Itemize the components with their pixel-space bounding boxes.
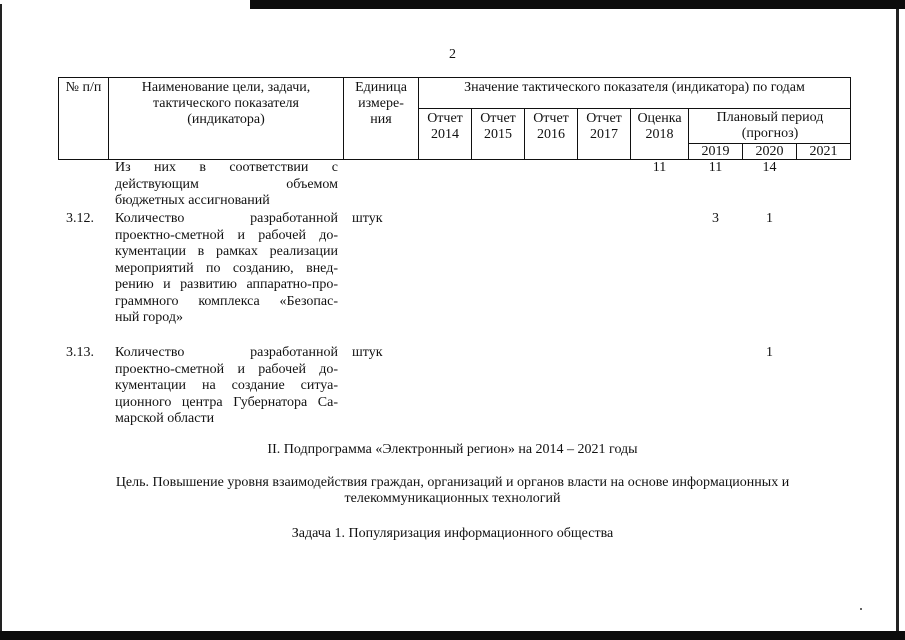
header-year-2017: Отчет 2017 [586, 111, 622, 142]
subprogram-title: II. Подпрограмма «Электронный регион» на 2014 – 2021 годы [267, 442, 638, 457]
scan-border-bottom [0, 631, 905, 640]
scan-border-top [250, 0, 905, 9]
row-value-2019: 11 [708, 160, 723, 175]
header-name: Наименование цели, задачи, тактического показателя (индикатора) [141, 80, 311, 127]
row-number: 3.12. [66, 211, 94, 226]
row-unit: штук [352, 345, 383, 360]
row-value-2020: 1 [766, 345, 773, 360]
row-name: Количество разработанной проектно-сметной и рабочей до- кументации в рамках реализации мероприятий по созданию, внед- рению и развитию аппаратно-про- граммного комплекса «Безопас- ный город» [115, 211, 338, 325]
page-number: 2 [449, 47, 456, 62]
scan-speck [860, 608, 862, 610]
header-values-group: Значение тактического показателя (индикатора) по годам [464, 80, 805, 95]
row-unit: штук [352, 211, 383, 226]
goal-text: Цель. Повышение уровня взаимодействия граждан, организаций и органов власти на основе информационных и телекоммуникационных технологий [115, 475, 790, 506]
header-plan-period: Плановый период (прогноз) [716, 110, 824, 141]
header-year-2016: Отчет 2016 [533, 111, 569, 142]
header-plan-2020: 2020 [755, 144, 784, 159]
header-plan-2021: 2021 [809, 144, 838, 159]
row-name: Количество разработанной проектно-сметной и рабочей до- кументации на создание ситуа- ционного центра Губернатора Са- марской области [115, 345, 338, 426]
row-value-2020: 1 [766, 211, 773, 226]
header-year-2014: Отчет 2014 [427, 111, 463, 142]
row-name: Из них в соответствии с действующим объемом бюджетных ассигнований [115, 160, 338, 208]
task-title: Задача 1. Популяризация информационного общества [291, 526, 614, 541]
row-value-2018: 11 [652, 160, 667, 175]
header-unit: Единица измере- ния [355, 80, 407, 127]
header-year-2018: Оценка 2018 [637, 111, 682, 142]
header-plan-2019: 2019 [701, 144, 730, 159]
row-number: 3.13. [66, 345, 94, 360]
header-num: № п/п [65, 80, 102, 95]
header-year-2015: Отчет 2015 [480, 111, 516, 142]
row-value-2019: 3 [712, 211, 719, 226]
scan-border-left [0, 4, 2, 640]
row-value-2020: 14 [762, 160, 777, 175]
